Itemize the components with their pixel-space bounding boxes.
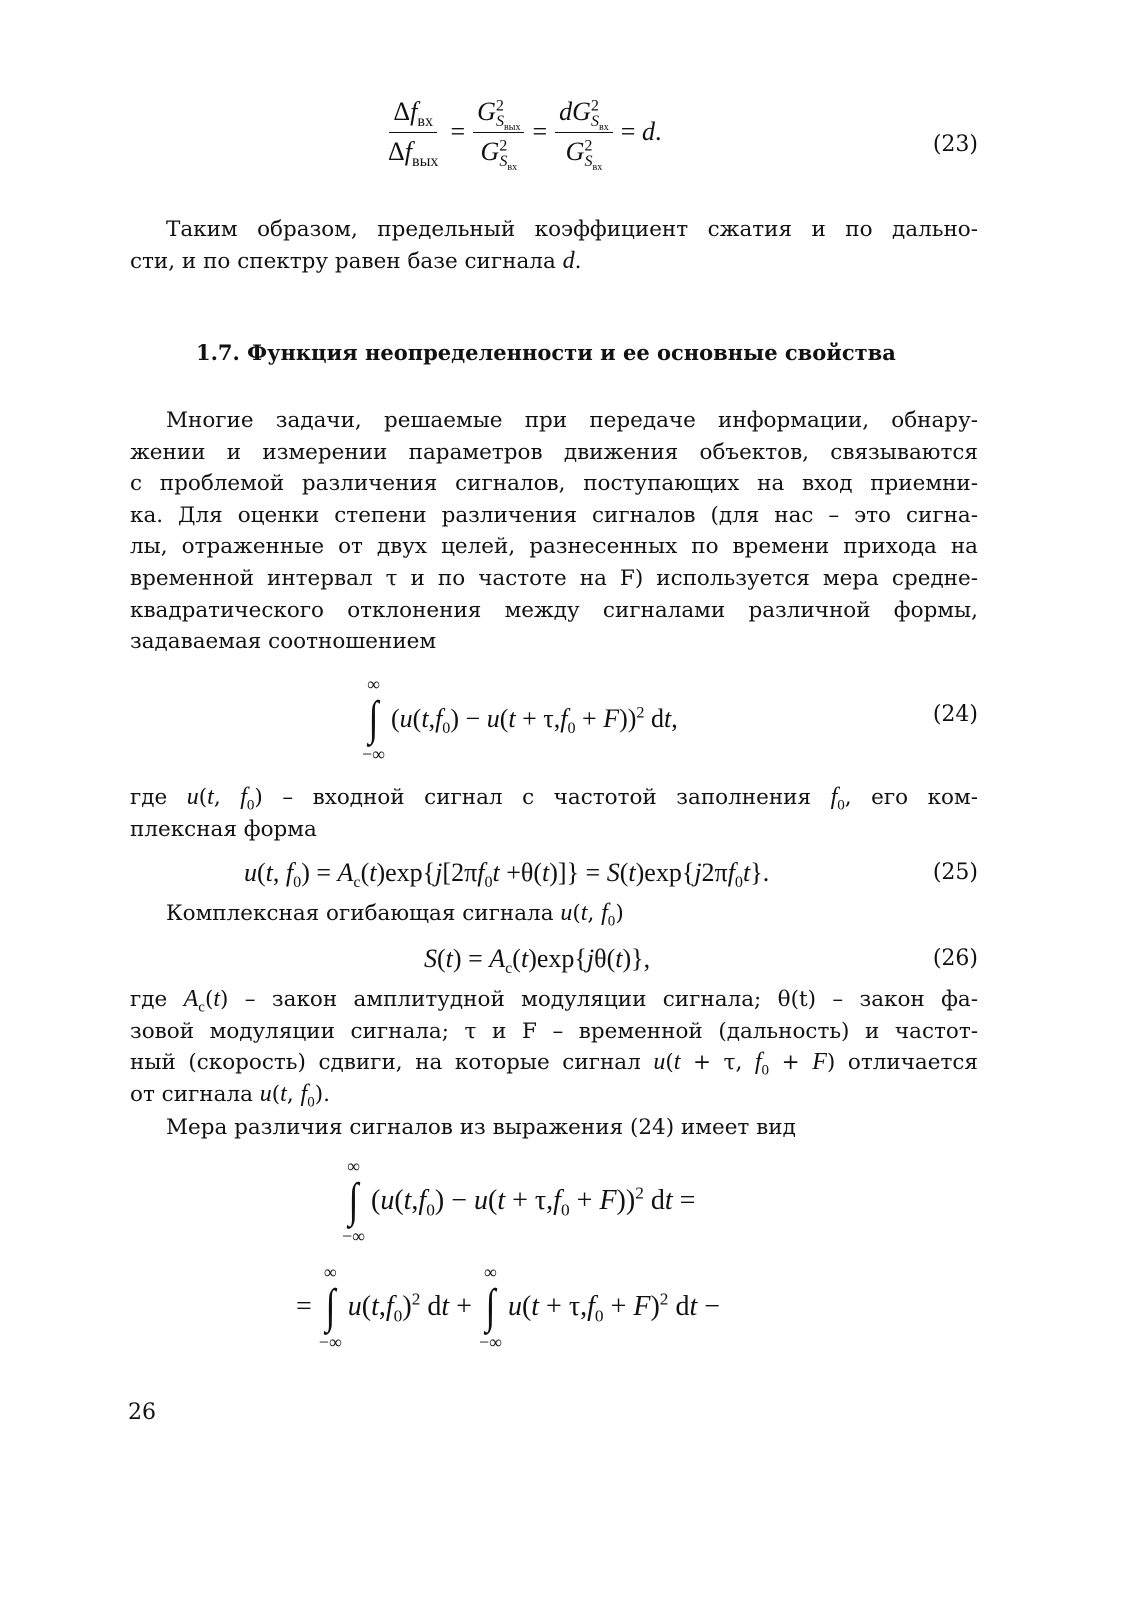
text-line: задаваемая соотношением — [130, 629, 437, 655]
fraction: $\frac{G^2_{S_{вых}}}{G^2_{S_{вх}}}$ — [473, 96, 524, 168]
equation-number: (24) — [932, 702, 978, 727]
text-line: Многие задачи, решаемые при передаче информации, обнару- — [166, 408, 978, 433]
text-line: сти, и по спектру равен базе сигнала d. — [130, 247, 582, 274]
paragraph — [130, 898, 978, 930]
equation-number: (23) — [932, 132, 978, 157]
text-line: где u(t, $f_0$) – входной сигнал с частотой заполнения $f_0$, его ком- — [130, 784, 978, 814]
equation-number: (25) — [932, 860, 978, 885]
equation-number: (26) — [932, 946, 978, 971]
integral-sign: ∞ ∫ −∞ — [318, 1262, 342, 1352]
equation-27-line-1: ∞ ∫ −∞ $(u(t,f_0) - u(t + \tau,f_0 + F))^2$ dt = — [342, 1156, 696, 1246]
text-segment: , его ком- — [844, 785, 978, 810]
text-line: Мера различия сигналов из выражения (24) имеет вид — [166, 1115, 796, 1140]
equation-26: $S(t) = A_c(t)\exp\{j\theta(t)\}$, — [424, 944, 651, 978]
text-segment: Комплексная огибающая сигнала — [166, 901, 554, 926]
section-heading: 1.7. Функция неопределенности и ее основные свойства — [196, 340, 896, 365]
text-segment: где — [130, 785, 168, 810]
text-line: с проблемой различения сигналов, поступающих на вход приемни- — [130, 471, 978, 497]
text-line: Комплексная огибающая сигнала u(t, $f_0$) — [166, 900, 624, 930]
text-line: лы, отраженные от двух целей, разнесенных по времени прихода на — [130, 534, 978, 560]
text-segment: отличается — [847, 1050, 978, 1076]
text-line: Таким образом, предельный коэффициент сжатия и по дально- — [166, 217, 978, 242]
text-segment: сти, и по спектру равен базе сигнала — [130, 248, 556, 274]
text-line: ка. Для оценки степени различения сигналов (для нас – это сигна- — [130, 502, 978, 528]
text-segment: – закон амплитудной модуляции сигнала; θ(t) – закон фа- — [244, 987, 979, 1012]
integral-sign: ∞ ∫ −∞ — [342, 1156, 365, 1246]
math-var: d — [562, 247, 575, 274]
text-line: жении и измерении параметров движения объектов, связываются — [130, 439, 978, 465]
text-line: где $A_c(t)$ – закон амплитудной модуляции сигнала; θ(t) – закон фа- — [130, 986, 979, 1016]
integral-sign: ∞ ∫ −∞ — [478, 1262, 502, 1352]
paragraph — [130, 214, 978, 277]
text-segment: от сигнала — [130, 1081, 253, 1107]
equation-24: ∞ ∫ −∞ $(u(t,f_0) - u(t + \tau,f_0 + F))^2$ dt, — [362, 674, 678, 764]
text-line: плексная форма — [130, 816, 317, 842]
text-segment: ный (скорость) сдвиги, на которые сигнал — [130, 1050, 641, 1076]
paragraph — [130, 1112, 978, 1144]
text-line: ный (скорость) сдвиги, на которые сигнал u(t + τ, $f_0 + F$) отличается — [130, 1049, 978, 1079]
paragraph — [130, 984, 978, 1110]
integral-sign: ∞ ∫ −∞ — [362, 674, 385, 764]
page-number: 26 — [128, 1400, 156, 1425]
text-line: зовой модуляции сигнала; τ и F – временной (дальность) и частот- — [130, 1018, 978, 1044]
fraction: $\frac{\Delta f_{вх}}{\Delta f_{вых}}$ — [388, 97, 439, 170]
text-line: квадратического отклонения между сигналами различной формы, — [130, 597, 978, 623]
equation-27-line-2: = ∞ ∫ −∞ $u(t,f_0)^2$ dt + ∞ ∫ −∞ $u(t + \tau,f_0 + F)^2$ dt − — [296, 1262, 721, 1352]
text-segment: – входной сигнал с частотой заполнения — [282, 785, 812, 810]
equation-23: $\frac{\Delta f_{вх}}{\Delta f_{вых}}$ = $\frac{G^2_{S_{вых}}}{G^2_{S_{вх}}}$ = $\frac{dG^2_{S_{вх}}}{G^2_{S_{вх}}}$ = d. — [380, 96, 665, 168]
text-segment: где — [130, 987, 168, 1012]
paragraph — [130, 405, 978, 658]
text-line: временной интервал τ и по частоте на F) используется мера средне- — [130, 565, 978, 591]
paragraph — [130, 782, 978, 845]
text-line: от сигнала u(t, $f_0$). — [130, 1080, 330, 1111]
fraction: $\frac{dG^2_{S_{вх}}}{G^2_{S_{вх}}}$ — [555, 96, 613, 168]
equation-25: u(t, $f_0) = A_c(t)\exp\{j[2\pi f_0t +\theta(t)]\} = S(t)\exp\{j2\pi f_0t\}$. — [244, 858, 770, 892]
